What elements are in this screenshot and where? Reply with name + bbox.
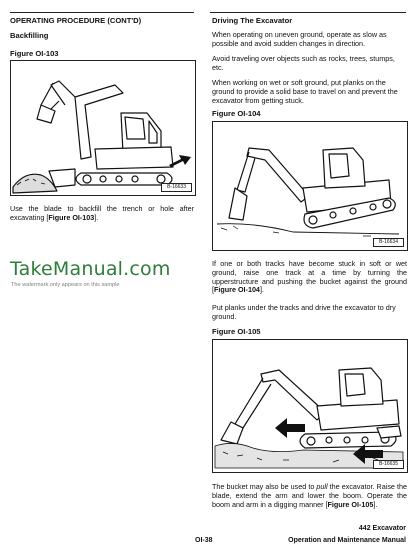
- figure-104-label: Figure OI-104: [212, 109, 261, 118]
- pull-text-b: the excavator. Raise the blade, extend the arm and lower the boom. Operate the boom and arm in a digging manner [: [212, 482, 407, 509]
- paragraph-avoid-objects: Avoid traveling over objects such as rocks, trees, stumps, etc.: [212, 54, 395, 72]
- pull-end: ].: [373, 499, 378, 509]
- footer-model: 442 Excavator: [358, 525, 406, 532]
- figure-105-id: B-16635: [373, 460, 404, 470]
- watermark-title: TakeManual.com: [10, 258, 171, 280]
- section-title: OPERATING PROCEDURE (CONT'D): [10, 16, 142, 25]
- paragraph-wet-ground: When working on wet or soft ground, put planks on the ground to provide a solid base to travel on and prevent the excavator from getting stuck.: [212, 78, 398, 105]
- paragraph-planks: Put planks under the tracks and drive the excavator to dry ground.: [212, 303, 396, 321]
- caption-end: ].: [94, 212, 99, 222]
- backfilling-heading: Backfilling: [10, 31, 49, 40]
- backfill-caption: [10, 205, 194, 223]
- caption-figure-ref: Figure OI-103: [48, 212, 95, 222]
- figure-104-id: B-16634: [373, 238, 404, 248]
- figure-104-illustration: [212, 121, 408, 251]
- paragraph-stuck-tracks: [212, 260, 407, 295]
- excavator-backfill-drawing: [11, 61, 195, 195]
- caption-text: Use the blade to backfill the trench or hole after excavating [: [10, 204, 194, 222]
- stuck-text: If one or both tracks have become stuck in soft or wet ground, raise one track at a time by turning the upperstructure and pushing the bucket against the ground [: [212, 259, 407, 295]
- right-top-rule: [210, 12, 406, 13]
- stuck-figure-ref: Figure OI-104: [214, 285, 260, 295]
- footer-manual-title: Operation and Maintenance Manual: [288, 537, 406, 544]
- paragraph-bucket-pull: [212, 483, 407, 509]
- pull-text-a: The bucket may also be used to: [212, 482, 317, 491]
- excavator-raise-track-drawing: [213, 122, 407, 250]
- left-top-rule: [10, 12, 194, 13]
- pull-figure-ref: Figure OI-105: [327, 499, 374, 509]
- excavator-pull-drawing: [213, 340, 407, 472]
- figure-103-label: Figure OI-103: [10, 49, 59, 58]
- stuck-end: ].: [259, 285, 264, 295]
- figure-105-illustration: [212, 339, 408, 473]
- driving-heading: Driving The Excavator: [212, 16, 293, 25]
- watermark-note: The watermark only appears on this sample: [11, 282, 120, 288]
- paragraph-uneven-ground: When operating on uneven ground, operate as slow as possible and avoid sudden changes in direction.: [212, 30, 387, 48]
- pull-emphasis: pull: [316, 482, 328, 491]
- page-number: OI-38: [195, 537, 213, 544]
- figure-105-label: Figure OI-105: [212, 327, 261, 336]
- figure-103-illustration: [10, 60, 196, 196]
- figure-103-id: B-16633: [161, 183, 192, 193]
